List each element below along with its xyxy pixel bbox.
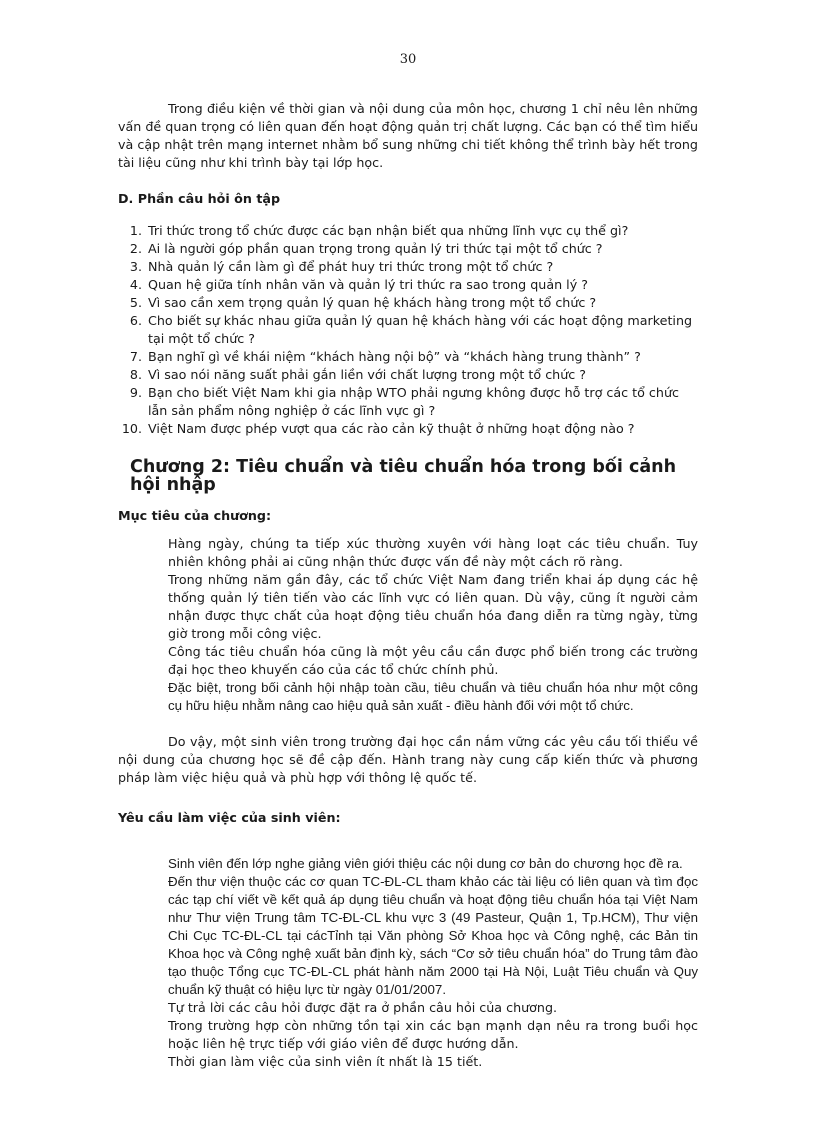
requirement-item: Đến thư viện thuộc các cơ quan TC-ĐL-CL tham khảo các tài liệu có liên quan và tìm đọc các tạp chí viết về kết quả áp dụng tiêu chuẩn và hoạt động tiêu chuẩn hóa tại Việt Nam như Thư viện Trung tâm TC-ĐL-CL khu vực 3 (49 Pasteur, Quận 1, Tp.HCM), Thư viện Chi Cục TC-ĐL-CL tại cácTỉnh tại Văn phòng Sở Khoa học và Công nghệ, các Bản tin Khoa học và Công nghệ xuất bản định kỳ, sách “Cơ sở tiêu chuẩn hóa” do Trung tâm đào tạo thuộc Tổng cục TC-ĐL-CL phát hành năm 2000 tại Hà Nội, Luật Tiêu chuẩn và Quy chuẩn kỹ thuật có hiệu lực từ ngày 01/01/2007. [168,874,698,997]
objective-item: Công tác tiêu chuẩn hóa cũng là một yêu cầu cần được phổ biến trong các trường đại học theo khuyến cáo của các tổ chức chính phủ. [168,644,698,677]
review-question-list [118,222,698,438]
page-number: 30 [399,52,417,67]
list-item: 6. Cho biết sự khác nhau giữa quản lý quan hệ khách hàng với các hoạt động marketing tại một tổ chức ? [129,313,693,346]
page-body [118,100,698,1071]
list-item: 7. Bạn nghĩ gì về khái niệm “khách hàng nội bộ” và “khách hàng trung thành” ? [129,349,641,364]
objectives-summary: Do vậy, một sinh viên trong trường đại học cần nắm vững các yêu cầu tối thiểu về nội dung của chương học sẽ đề cập đến. Hành trang này cung cấp kiến thức và phương pháp làm việc hiệu quả và phù hợp với thông lệ quốc tế. [118,734,698,785]
list-item: 10. Việt Nam được phép vượt qua các rào cản kỹ thuật ở những hoạt động nào ? [121,421,635,436]
objective-item: Hàng ngày, chúng ta tiếp xúc thường xuyên với hàng loạt các tiêu chuẩn. Tuy nhiên không phải ai cũng nhận thức được vấn đề này một cách rõ ràng. [168,536,698,569]
list-item: 4. Quan hệ giữa tính nhân văn và quản lý tri thức ra sao trong quản lý ? [129,277,588,292]
requirement-item: Sinh viên đến lớp nghe giảng viên giới thiệu các nội dung cơ bản do chương học đề ra. [168,856,683,871]
list-item: 1. Tri thức trong tổ chức được các bạn nhận biết qua những lĩnh vực cụ thể gì? [129,223,629,238]
objective-item: Trong những năm gần đây, các tổ chức Việt Nam đang triển khai áp dụng các hệ thống quản lý tiên tiến vào các lĩnh vực có liên quan. Dù vậy, cũng ít người cảm nhận được thực chất của hoạt động tiêu chuẩn hóa đang diễn ra từng ngày, từng giờ trong mỗi công việc. [168,572,698,641]
requirements-block [168,855,698,1071]
requirement-item: Thời gian làm việc của sinh viên ít nhất là 15 tiết. [168,1054,483,1069]
requirement-item: Tự trả lời các câu hỏi được đặt ra ở phần câu hỏi của chương. [168,1000,558,1015]
chapter-title: Chương 2: Tiêu chuẩn và tiêu chuẩn hóa trong bối cảnh hội nhập [130,457,677,495]
list-item: 2. Ai là người góp phần quan trọng trong quản lý tri thức tại một tổ chức ? [129,241,603,256]
requirement-item: Trong trường hợp còn những tồn tại xin các bạn mạnh dạn nêu ra trong buổi học hoặc liên hệ trực tiếp với giáo viên để được hướng dẫn. [168,1018,698,1051]
list-item: 3. Nhà quản lý cần làm gì để phát huy tri thức trong một tổ chức ? [129,259,554,274]
objective-item: Đặc biệt, trong bối cảnh hội nhập toàn cầu, tiêu chuẩn và tiêu chuẩn hóa như một công cụ hữu hiệu nhằm nâng cao hiệu quả sản xuất - điều hành đối với một tổ chức. [168,680,698,713]
review-heading: D. Phần câu hỏi ôn tập [118,191,281,206]
intro-paragraph: Trong điều kiện về thời gian và nội dung của môn học, chương 1 chỉ nêu lên những vấn đề quan trọng có liên quan đến hoạt động quản trị chất lượng. Các bạn có thể tìm hiểu và cập nhật trên mạng internet nhằm bổ sung những chi tiết không thể trình bày hết trong tài liệu cũng như khi trình bày tại lớp học. [118,101,698,170]
list-item: 9. Bạn cho biết Việt Nam khi gia nhập WTO phải ngưng không được hỗ trợ các tổ chức lẫn sản phẩm nông nghiệp ở các lĩnh vực gì ? [129,385,679,418]
list-item: 5. Vì sao cần xem trọng quản lý quan hệ khách hàng trong một tổ chức ? [129,295,597,310]
requirements-heading: Yêu cầu làm việc của sinh viên: [118,810,341,825]
list-item: 8. Vì sao nói năng suất phải gắn liền với chất lượng trong một tổ chức ? [129,367,587,382]
objectives-heading: Mục tiêu của chương: [118,508,272,523]
objectives-block [168,535,698,715]
